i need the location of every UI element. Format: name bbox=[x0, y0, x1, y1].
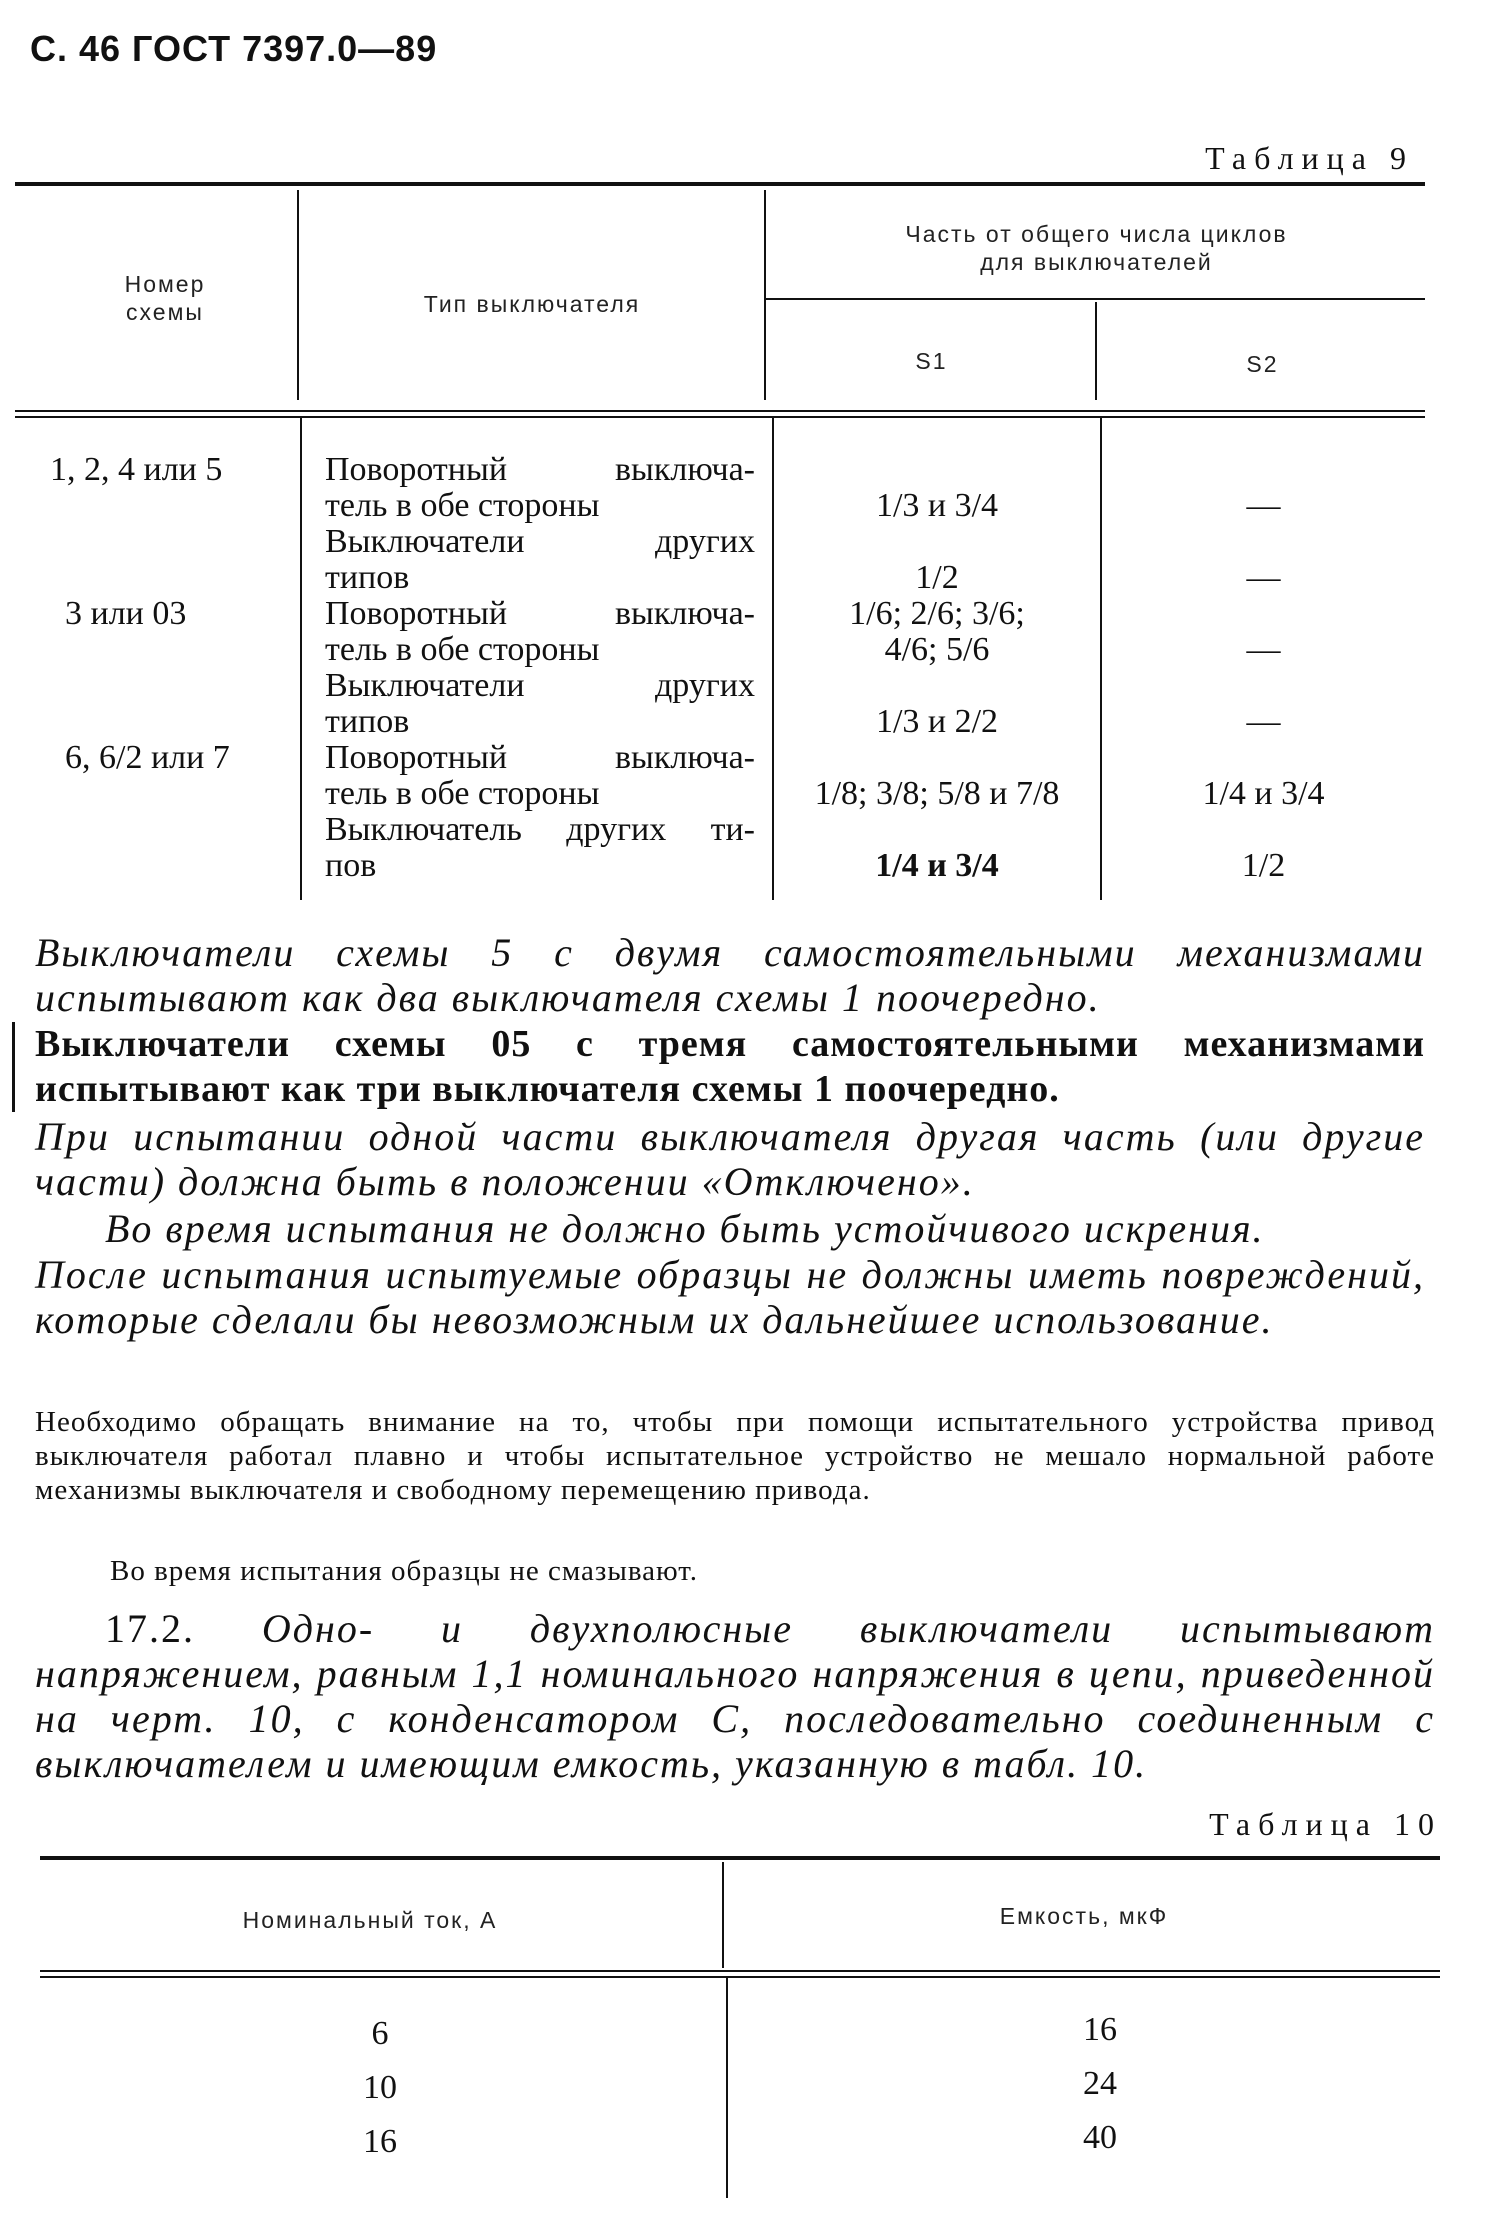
table-10-current-2: 10 bbox=[363, 2069, 397, 2106]
header-scheme-line-1: Номер bbox=[124, 271, 206, 297]
table-10-current-3: 16 bbox=[363, 2123, 397, 2160]
table-9-s1-1a: 1/3 и 3/4 bbox=[875, 487, 999, 524]
table-9-type-1b-line-2: типов bbox=[325, 559, 410, 596]
table-9-header-s1: S1 bbox=[915, 348, 948, 374]
page-header: С. 46 ГОСТ 7397.0—89 bbox=[30, 28, 438, 69]
table-9-type-3b-line-1: Выключатель других ти- bbox=[325, 811, 755, 848]
table-10-capacity-1: 16 bbox=[1083, 2011, 1117, 2048]
header-cycles-line-2: для выключателей bbox=[980, 249, 1213, 275]
header-scheme-line-2: схемы bbox=[126, 299, 204, 325]
table-9-header-rule-2 bbox=[15, 416, 1425, 418]
table-9-s2-1a: — bbox=[1246, 487, 1281, 524]
paragraph-2: Выключатели схемы 05 с тремя самостоятельными механизмами испытывают как три выключателя схемы 1 поочередно. bbox=[35, 1023, 1425, 1110]
table-9-s2-2a: — bbox=[1246, 631, 1281, 668]
paragraph-8-text: Одно- и двухполюсные выключатели испытывают напряжением, равным 1,1 номинального напряжения в цепи, приведенной на черт. 10, с конденсатором С, последовательно соединенным с выключателем и имеющим емкость, указанную в табл. 10. bbox=[35, 1606, 1436, 1786]
paragraph-6: Необходимо обращать внимание на то, чтобы при помощи испытательного устройства привод выключателя работал плавно и чтобы испытательное устройство не мешало нормальной работе механизмы выключателя и свободному перемещению привода. bbox=[35, 1406, 1435, 1506]
table-9-type-1a-line-2: тель в обе стороны bbox=[325, 487, 600, 524]
table-9-type-2a-line-1: Поворотный выключа- bbox=[325, 595, 755, 632]
table-9-label: Таблица 9 bbox=[1205, 140, 1414, 176]
table-9-s1-2b: 1/3 и 2/2 bbox=[875, 703, 999, 740]
table-9-s2-2b: — bbox=[1246, 703, 1281, 740]
paragraph-5: После испытания испытуемые образцы не должны иметь повреждений, которые сделали бы невозможным их дальнейшее использование. bbox=[35, 1252, 1425, 1342]
header-cycles-line-1: Часть от общего числа циклов bbox=[905, 221, 1288, 247]
table-10-capacity-3: 40 bbox=[1083, 2119, 1117, 2156]
table-9-s2-3a: 1/4 и 3/4 bbox=[1202, 775, 1325, 812]
table-9-s1-3a: 1/8; 3/8; 5/8 и 7/8 bbox=[814, 775, 1060, 812]
table-10-vrule-header bbox=[722, 1862, 724, 1968]
table-9-s1-2a-line-2: 4/6; 5/6 bbox=[884, 631, 990, 668]
table-9-type-2b-line-1: Выключатели других bbox=[325, 667, 755, 704]
paragraph-8 bbox=[35, 1606, 1435, 1786]
table-9-type-3a-line-2: тель в обе стороны bbox=[325, 775, 600, 812]
table-9-scheme-1: 1, 2, 4 или 5 bbox=[50, 451, 223, 488]
paragraph-8-number: 17.2. bbox=[105, 1606, 195, 1651]
table-10-capacity-2: 24 bbox=[1083, 2065, 1117, 2102]
table-9-type-3b-line-2: пов bbox=[325, 847, 377, 884]
table-9-type-2b-line-2: типов bbox=[325, 703, 410, 740]
table-9-vrule-header-1 bbox=[297, 190, 299, 400]
table-9-s1-3b: 1/4 и 3/4 bbox=[875, 847, 999, 884]
table-9-s1-1b: 1/2 bbox=[915, 559, 959, 596]
table-9-s2-3b: 1/2 bbox=[1241, 847, 1286, 884]
table-9-header-type: Тип выключателя bbox=[423, 291, 641, 317]
table-9-s1-2a-line-1: 1/6; 2/6; 3/6; bbox=[849, 595, 1025, 632]
table-9-header-s2: S2 bbox=[1246, 351, 1279, 377]
table-9-scheme-3: 6, 6/2 или 7 bbox=[65, 739, 230, 776]
paragraph-3: При испытании одной части выключателя другая часть (или другие части) должна быть в положении «Отключено». bbox=[35, 1114, 1425, 1204]
table-10-header-capacity: Емкость, мкФ bbox=[999, 1903, 1169, 1929]
table-9-vrule-header-2 bbox=[764, 190, 766, 400]
table-9-vrule-body-1 bbox=[300, 418, 302, 900]
table-9-header-scheme bbox=[40, 270, 290, 326]
table-10-header-rule-1 bbox=[40, 1970, 1440, 1972]
table-9-type-1a-line-1: Поворотный выключа- bbox=[325, 451, 755, 488]
table-9-type-1b-line-1: Выключатели других bbox=[325, 523, 755, 560]
margin-change-bar bbox=[12, 1022, 15, 1112]
table-10-header-rule-2 bbox=[40, 1976, 1440, 1978]
table-9-scheme-2: 3 или 03 bbox=[65, 595, 187, 632]
table-9-vrule-header-3 bbox=[1095, 302, 1097, 400]
paragraph-4: Во время испытания не должно быть устойчивого искрения. bbox=[105, 1206, 1265, 1251]
table-9-top-rule bbox=[15, 182, 1425, 186]
table-10-vrule-body bbox=[726, 1978, 728, 2198]
table-10-top-rule bbox=[40, 1856, 1440, 1860]
table-9-s2-1b: — bbox=[1246, 559, 1281, 596]
table-9-subheader-rule bbox=[766, 298, 1425, 300]
table-9-header-rule-1 bbox=[15, 410, 1425, 412]
paragraph-7: Во время испытания образцы не смазывают. bbox=[110, 1555, 699, 1587]
table-9-header-cycles bbox=[768, 220, 1425, 276]
table-9-type-2a-line-2: тель в обе стороны bbox=[325, 631, 600, 668]
table-10-header-current: Номинальный ток, А bbox=[242, 1907, 498, 1933]
table-10-label: Таблица 10 bbox=[1209, 1806, 1442, 1842]
paragraph-1: Выключатели схемы 5 с двумя самостоятельными механизмами испытывают как два выключателя схемы 1 поочередно. bbox=[35, 930, 1425, 1020]
table-9-type-3a-line-1: Поворотный выключа- bbox=[325, 739, 755, 776]
table-10-current-1: 6 bbox=[371, 2015, 389, 2052]
